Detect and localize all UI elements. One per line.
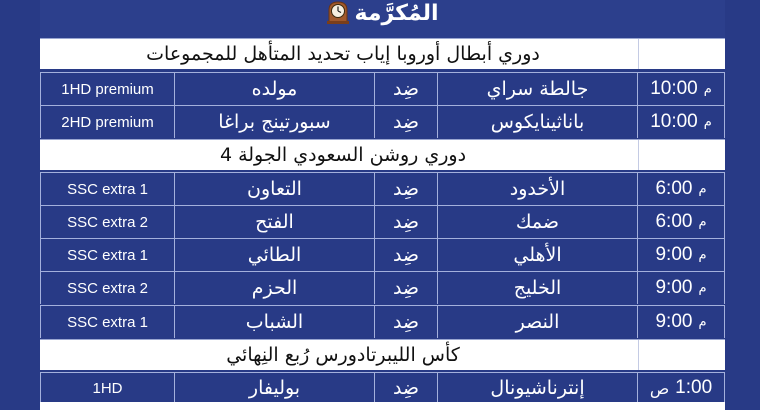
channel-cell: 1HD premium (40, 73, 175, 105)
home-team-cell: النصر (438, 306, 638, 338)
channel-cell: 1HD (40, 373, 175, 403)
home-team-cell: جالطة سراي (438, 73, 638, 105)
schedule-table (40, 0, 725, 410)
time-period: م (698, 247, 707, 263)
away-team-cell: سبورتينج براغا (175, 106, 375, 138)
versus-cell: ضِد (375, 73, 438, 105)
channel-cell: SSC extra 2 (40, 206, 175, 238)
time-period: م (698, 181, 707, 197)
section-header (40, 139, 725, 170)
match-row (40, 72, 725, 105)
time-period: ص (649, 378, 670, 398)
section-header (40, 38, 725, 69)
match-row (40, 105, 725, 138)
away-team-cell: الحزم (175, 272, 375, 304)
home-team-cell: ضمك (438, 206, 638, 238)
match-time: 10:00 (650, 111, 698, 132)
match-time: 9:00 (655, 244, 693, 265)
away-team-cell: الفتح (175, 206, 375, 238)
time-cell (638, 173, 725, 205)
home-team-cell: الخليج (438, 272, 638, 304)
bottom-divider (40, 402, 725, 410)
channel-cell: 2HD premium (40, 106, 175, 138)
time-period: م (698, 314, 707, 330)
match-row (40, 238, 725, 271)
match-time: 6:00 (655, 211, 693, 232)
match-row (40, 305, 725, 338)
channel-cell: SSC extra 2 (40, 272, 175, 304)
match-row (40, 271, 725, 304)
home-team-cell: الأخدود (438, 173, 638, 205)
time-cell (638, 106, 725, 138)
time-period: م (698, 280, 707, 296)
versus-cell: ضِد (375, 173, 438, 205)
versus-cell: ضِد (375, 272, 438, 304)
section-divider (638, 340, 639, 370)
channel-cell: SSC extra 1 (40, 173, 175, 205)
section-header (40, 339, 725, 370)
section-divider (638, 39, 639, 69)
page-title: المُكرَّمة (354, 1, 439, 26)
time-period: م (698, 214, 707, 230)
mantel-clock-icon (327, 0, 349, 24)
match-time: 6:00 (655, 178, 693, 199)
time-cell (638, 272, 725, 304)
time-period: م (703, 114, 712, 130)
home-team-cell: إنترناشيونال (438, 373, 638, 403)
section-divider (638, 140, 639, 170)
away-team-cell: التعاون (175, 173, 375, 205)
time-cell (638, 306, 725, 338)
match-time: 10:00 (650, 78, 698, 99)
versus-cell: ضِد (375, 239, 438, 271)
time-cell (638, 239, 725, 271)
time-cell (638, 373, 725, 403)
time-cell (638, 206, 725, 238)
home-team-cell: الأهلي (438, 239, 638, 271)
away-team-cell: بوليفار (175, 373, 375, 403)
section-title: دوري أبطال أوروبا إياب تحديد المتأهل للمجموعات (146, 43, 540, 65)
match-time: 9:00 (655, 277, 693, 298)
home-team-cell: باناثينايكوس (438, 106, 638, 138)
time-cell (638, 73, 725, 105)
versus-cell: ضِد (375, 306, 438, 338)
away-team-cell: الشباب (175, 306, 375, 338)
page-header (40, 0, 725, 38)
match-row (40, 372, 725, 403)
away-team-cell: مولده (175, 73, 375, 105)
section-title: كأس الليبرتادورس رُبع النِهائي (226, 344, 460, 366)
time-period: م (703, 81, 712, 97)
channel-cell: SSC extra 1 (40, 306, 175, 338)
away-team-cell: الطائي (175, 239, 375, 271)
match-time: 9:00 (655, 311, 693, 332)
match-row (40, 205, 725, 238)
versus-cell: ضِد (375, 373, 438, 403)
channel-cell: SSC extra 1 (40, 239, 175, 271)
match-time: 1:00 (675, 377, 713, 398)
match-row (40, 172, 725, 205)
section-title: دوري روشن السعودي الجولة 4 (219, 144, 467, 166)
versus-cell: ضِد (375, 106, 438, 138)
versus-cell: ضِد (375, 206, 438, 238)
